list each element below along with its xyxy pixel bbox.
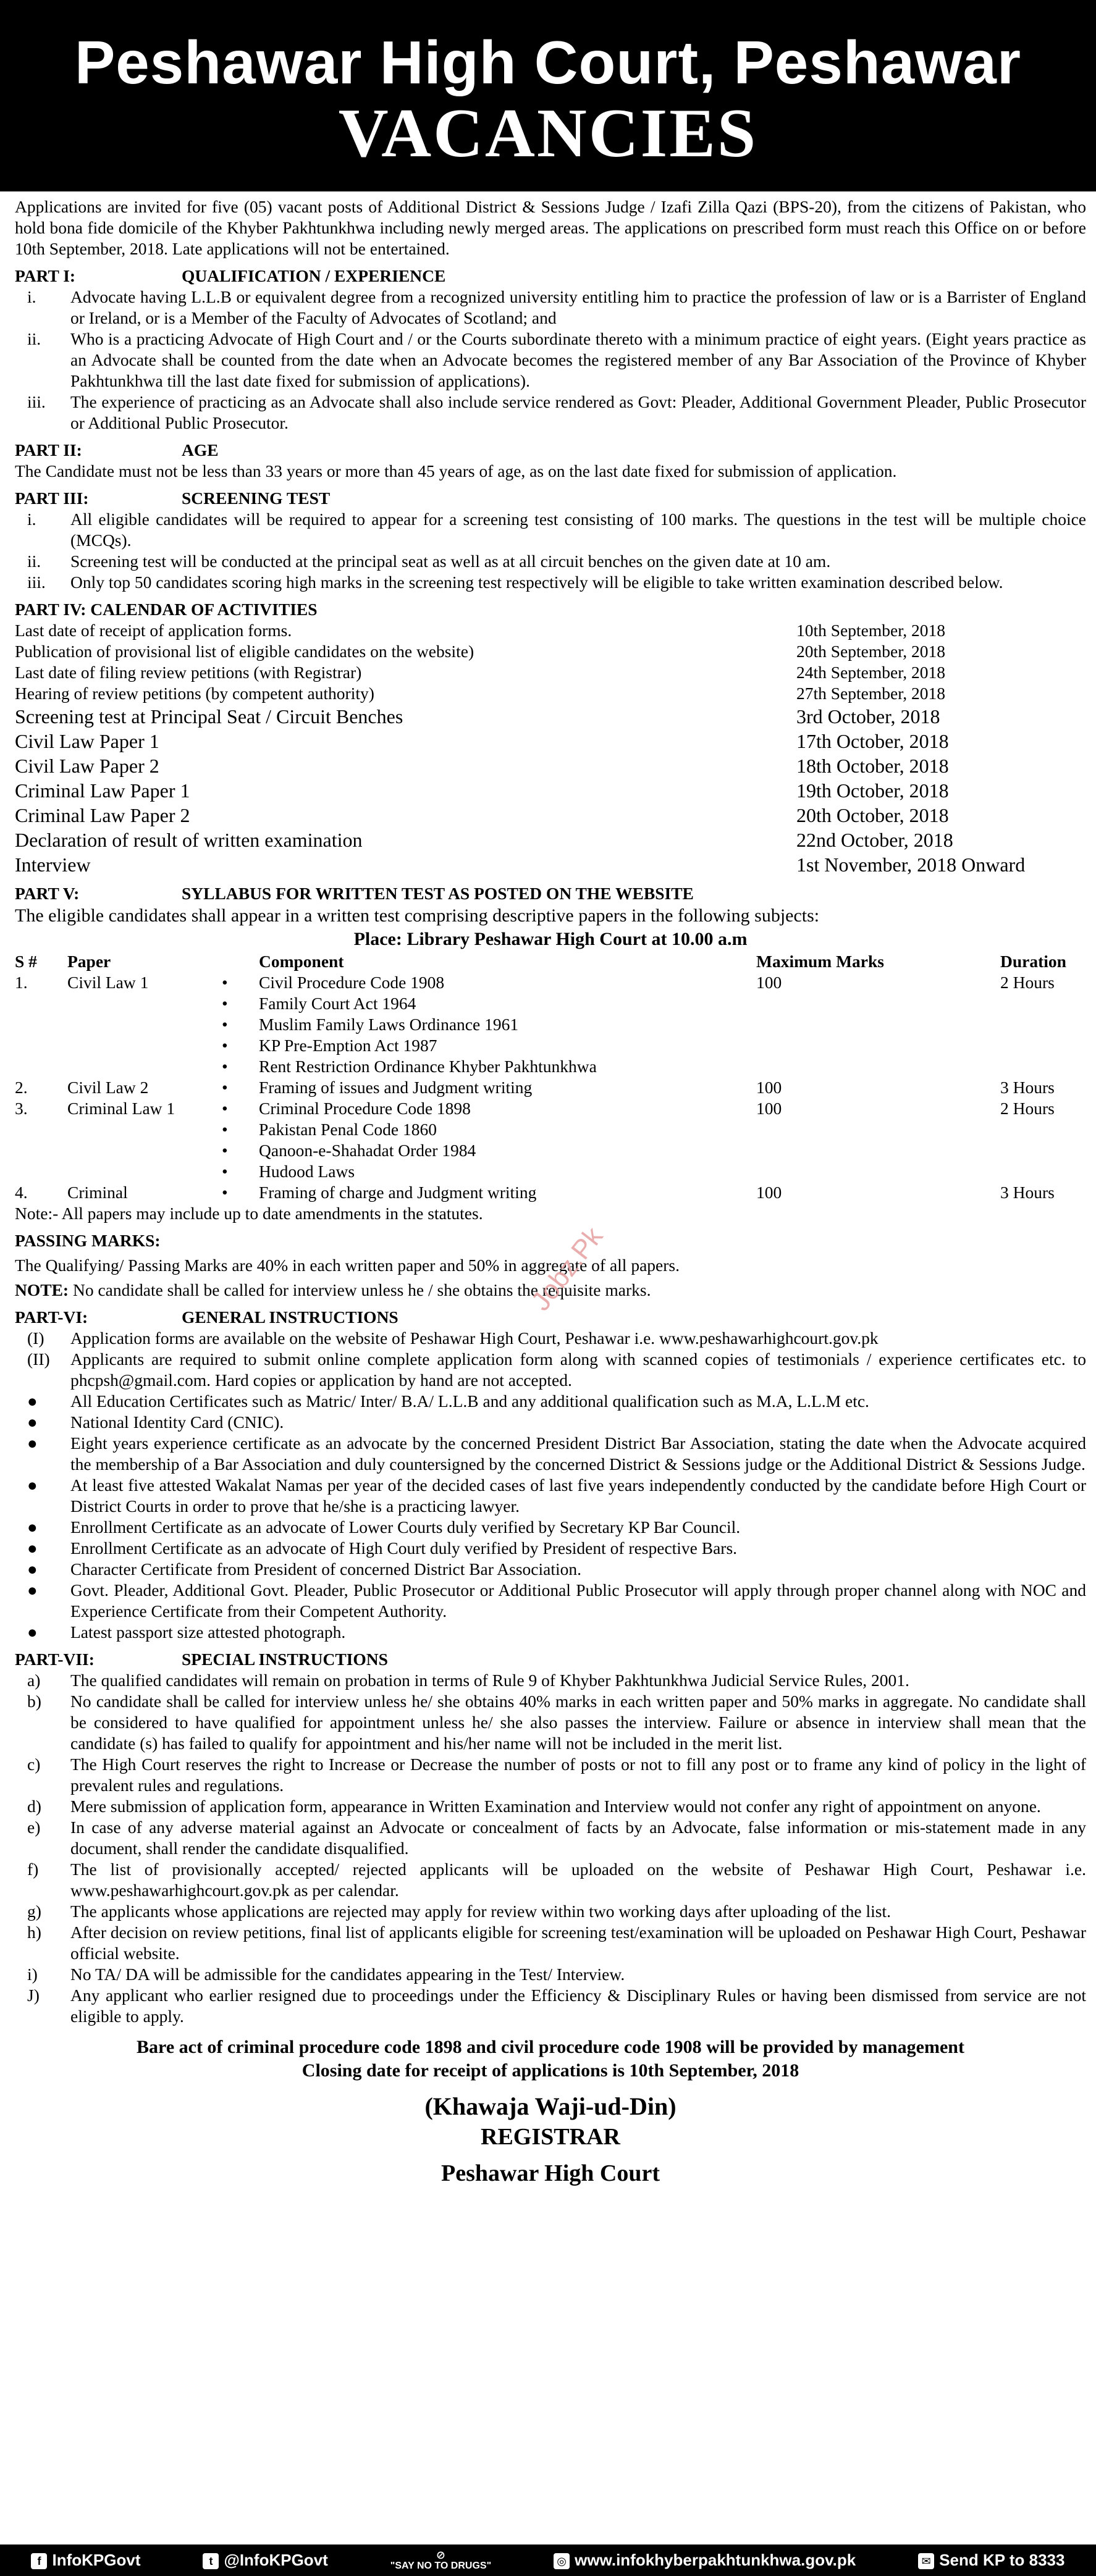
cell-duration bbox=[1000, 1161, 1086, 1182]
cell-paper bbox=[67, 1140, 222, 1161]
bullet-icon: ● bbox=[27, 1433, 38, 1453]
facebook-handle: InfoKPGovt bbox=[52, 2551, 141, 2569]
part3-title: SCREENING TEST bbox=[182, 489, 331, 508]
cell-marks bbox=[756, 1035, 1000, 1056]
list-item bbox=[15, 1985, 1086, 2027]
passing-title: PASSING MARKS: bbox=[15, 1231, 161, 1250]
slogan-text: "SAY NO TO DRUGS" bbox=[390, 2560, 492, 2571]
part1-list bbox=[15, 287, 1086, 434]
part2-heading bbox=[15, 440, 1086, 461]
part6-title: GENERAL INSTRUCTIONS bbox=[182, 1307, 398, 1327]
activity-date: 1st November, 2018 Onward bbox=[796, 854, 1026, 876]
item-marker: d) bbox=[27, 1797, 41, 1816]
part1-heading bbox=[15, 266, 1086, 287]
activity-date: 20th October, 2018 bbox=[796, 804, 949, 826]
table-row bbox=[15, 1077, 1086, 1098]
calendar-row bbox=[15, 683, 1086, 704]
watermark: Jobz.Pk bbox=[525, 1221, 609, 1317]
activity-date: 3rd October, 2018 bbox=[796, 705, 940, 728]
item-marker: (I) bbox=[27, 1328, 44, 1348]
list-item bbox=[15, 287, 1086, 329]
bullet-icon: ● bbox=[27, 1475, 38, 1495]
cell-marks bbox=[756, 1161, 1000, 1182]
syllabus-table bbox=[15, 951, 1086, 1203]
item-text: Govt. Pleader, Additional Govt. Pleader, Public Prosecutor or Additional Public Prosecutor will apply through proper channel along with NOC and Experience Certificate from their Competent Authority. bbox=[70, 1580, 1086, 1621]
item-marker: ii. bbox=[27, 329, 41, 348]
footer-facebook[interactable] bbox=[31, 2551, 140, 2570]
cell-duration: 2 Hours bbox=[1000, 1099, 1055, 1118]
list-item bbox=[15, 1559, 1086, 1580]
cell-sno: 1. bbox=[15, 973, 28, 992]
item-marker: ii. bbox=[27, 552, 41, 571]
item-marker: b) bbox=[27, 1692, 41, 1711]
item-text: The applicants whose applications are rejected may apply for review within two working days after uploading of the list. bbox=[70, 1902, 892, 1921]
item-marker: (II) bbox=[27, 1349, 50, 1369]
item-marker: i. bbox=[27, 510, 36, 529]
bullet-icon: • bbox=[222, 1120, 228, 1139]
cell-component: Hudood Laws bbox=[259, 1162, 355, 1181]
globe-icon: ◎ bbox=[554, 2553, 570, 2569]
part6-list bbox=[15, 1328, 1086, 1643]
activity: Criminal Law Paper 1 bbox=[15, 779, 190, 802]
item-marker: h) bbox=[27, 1923, 41, 1942]
cell-component: Framing of issues and Judgment writing bbox=[259, 1078, 533, 1097]
table-row bbox=[15, 1035, 1086, 1056]
table-row bbox=[15, 1056, 1086, 1077]
slogan-icon: ⊘ bbox=[436, 2548, 446, 2561]
bullet-icon: • bbox=[222, 1099, 228, 1118]
item-text: At least five attested Wakalat Namas per year of the decided cases of last five years independently conducted by the candidate before High Court or District Courts in order to prove that he/she is a practicing lawyer. bbox=[70, 1475, 1086, 1516]
calendar-row bbox=[15, 620, 1086, 641]
cell-component: Qanoon-e-Shahadat Order 1984 bbox=[259, 1141, 476, 1160]
table-row bbox=[15, 1161, 1086, 1182]
cell-paper bbox=[67, 1035, 222, 1056]
list-item bbox=[15, 1412, 1086, 1433]
bullet-icon: ● bbox=[27, 1412, 38, 1432]
activity: Screening test at Principal Seat / Circuit Benches bbox=[15, 705, 403, 728]
part7-title: SPECIAL INSTRUCTIONS bbox=[182, 1650, 388, 1669]
part5-intro: The eligible candidates shall appear in a written test comprising descriptive papers in the following subjects: bbox=[15, 905, 820, 926]
bullet-icon: • bbox=[222, 1015, 228, 1034]
cell-sno bbox=[15, 1161, 67, 1182]
bullet-icon: • bbox=[222, 1183, 228, 1202]
part2-text: The Candidate must not be less than 33 years or more than 45 years of age, as on the last date fixed for submission of application. bbox=[15, 461, 897, 480]
footer-website[interactable] bbox=[554, 2551, 856, 2570]
note-text: No candidate shall be called for interview unless he / she obtains the requisite marks. bbox=[72, 1280, 651, 1299]
list-item bbox=[15, 1691, 1086, 1754]
cell-duration bbox=[1000, 993, 1086, 1014]
closing-line-1: Bare act of criminal procedure code 1898 and civil procedure code 1908 will be provided by management bbox=[137, 2037, 964, 2057]
cell-marks bbox=[756, 993, 1000, 1014]
list-item bbox=[15, 1922, 1086, 1964]
activity: Hearing of review petitions (by competent authority) bbox=[15, 684, 374, 703]
item-text: The qualified candidates will remain on probation in terms of Rule 9 of Khyber Pakhtunkhwa Judicial Service Rules, 2001. bbox=[70, 1671, 909, 1690]
cell-marks: 100 bbox=[756, 1078, 782, 1097]
activity: Civil Law Paper 1 bbox=[15, 730, 159, 752]
cell-duration bbox=[1000, 1119, 1086, 1140]
item-text: Who is a practicing Advocate of High Court and / or the Courts subordinate thereto with a minimum practice of eight years. (Eight years practice as an Advocate shall be counted from the date when an Advocate becomes the registered member of any Bar Association of the Province of Khyber Pakhtunkhwa till the last date fixed for submission of applications). bbox=[70, 329, 1086, 390]
list-item bbox=[15, 1817, 1086, 1859]
item-text: Only top 50 candidates scoring high marks in the screening test respectively will be eligible to take written examination described below. bbox=[70, 573, 1003, 592]
activity-date: 27th September, 2018 bbox=[796, 684, 946, 703]
col-sno: S # bbox=[15, 952, 37, 971]
activity: Civil Law Paper 2 bbox=[15, 755, 159, 777]
cell-duration bbox=[1000, 1035, 1086, 1056]
part7-label: PART-VII: bbox=[15, 1650, 95, 1669]
message-icon: ✉ bbox=[918, 2553, 934, 2569]
calendar-row bbox=[15, 662, 1086, 683]
activity-date: 22nd October, 2018 bbox=[796, 829, 953, 851]
list-item bbox=[15, 392, 1086, 434]
list-item bbox=[15, 1475, 1086, 1517]
cell-marks: 100 bbox=[756, 1099, 782, 1118]
cell-duration: 2 Hours bbox=[1000, 973, 1055, 992]
part1-label: PART I: bbox=[15, 266, 76, 285]
item-marker: g) bbox=[27, 1902, 41, 1921]
cell-marks: 100 bbox=[756, 1183, 782, 1202]
list-item bbox=[15, 1349, 1086, 1391]
item-text: All eligible candidates will be required to appear for a screening test consisting of 100 marks. The questions in the test will be multiple choice (MCQs). bbox=[70, 510, 1086, 550]
part5-title: SYLLABUS FOR WRITTEN TEST AS POSTED ON THE WEBSITE bbox=[182, 884, 694, 903]
part6-label: PART-VI: bbox=[15, 1307, 88, 1327]
item-text: Mere submission of application form, appearance in Written Examination and Interview would not confer any right of appointment on anyone. bbox=[70, 1797, 1041, 1816]
cell-sno bbox=[15, 1014, 67, 1035]
cell-paper bbox=[67, 1056, 222, 1077]
facebook-icon: f bbox=[31, 2553, 47, 2569]
table-row bbox=[15, 1182, 1086, 1203]
activity: Last date of receipt of application forms. bbox=[15, 621, 292, 640]
list-item bbox=[15, 1517, 1086, 1538]
part2-label: PART II: bbox=[15, 440, 82, 459]
activity-date: 10th September, 2018 bbox=[796, 621, 946, 640]
part4-heading bbox=[15, 599, 1086, 620]
cell-marks bbox=[756, 1119, 1000, 1140]
cell-duration bbox=[1000, 1056, 1086, 1077]
col-paper: Paper bbox=[67, 952, 111, 971]
item-text: The list of provisionally accepted/ rejected applicants will be uploaded on the website of Peshawar High Court, Peshawar i.e. www.peshawarhighcourt.gov.pk as per calendar. bbox=[70, 1860, 1086, 1900]
list-item bbox=[15, 1391, 1086, 1412]
part5-heading bbox=[15, 883, 1086, 904]
footer-sms bbox=[918, 2551, 1064, 2570]
item-text: No TA/ DA will be admissible for the candidates appearing in the Test/ Interview. bbox=[70, 1965, 625, 1984]
page-title: Peshawar High Court, Peshawar bbox=[74, 28, 1022, 96]
part3-list bbox=[15, 509, 1086, 593]
closing-line-2: Closing date for receipt of applications is 10th September, 2018 bbox=[301, 2060, 799, 2081]
item-text: No candidate shall be called for interview unless he/ she obtains 40% marks in each written paper and 50% marks in aggregate. No candidate shall be considered to have qualified for appointment unless he/ she also passes the interview. Failure or absence in interview shall mean that the candidate (s) has failed to qualify for appointment and his/her name will not be included in the merit list. bbox=[70, 1692, 1086, 1753]
calendar-row bbox=[15, 803, 1086, 828]
col-duration: Duration bbox=[1000, 952, 1066, 971]
passing-text: The Qualifying/ Passing Marks are 40% in each written paper and 50% in aggregate of all papers. bbox=[15, 1256, 680, 1275]
twitter-handle: @InfoKPGovt bbox=[224, 2551, 328, 2569]
cell-component: Civil Procedure Code 1908 bbox=[259, 973, 445, 992]
activity-date: 19th October, 2018 bbox=[796, 779, 949, 802]
bullet-icon: ● bbox=[27, 1559, 38, 1579]
signatory-designation: REGISTRAR bbox=[481, 2124, 620, 2150]
part7-list bbox=[15, 1670, 1086, 2027]
cell-component: Pakistan Penal Code 1860 bbox=[259, 1120, 437, 1139]
cell-paper: Criminal Law 1 bbox=[67, 1099, 175, 1118]
cell-marks bbox=[756, 1014, 1000, 1035]
item-text: Enrollment Certificate as an advocate of Lower Courts duly verified by Secretary KP Bar Council. bbox=[70, 1517, 741, 1537]
signature-block bbox=[15, 2091, 1086, 2189]
list-item bbox=[15, 1622, 1086, 1643]
cell-component: Muslim Family Laws Ordinance 1961 bbox=[259, 1015, 519, 1034]
footer-bar bbox=[0, 2545, 1096, 2576]
cell-sno: 3. bbox=[15, 1099, 28, 1118]
cell-duration: 3 Hours bbox=[1000, 1183, 1055, 1202]
cell-duration bbox=[1000, 1014, 1086, 1035]
table-row bbox=[15, 1119, 1086, 1140]
cell-duration: 3 Hours bbox=[1000, 1078, 1055, 1097]
list-item bbox=[15, 1580, 1086, 1622]
activity: Interview bbox=[15, 854, 91, 876]
bullet-icon: • bbox=[222, 1036, 228, 1055]
list-item bbox=[15, 1964, 1086, 1985]
col-marks: Maximum Marks bbox=[756, 952, 884, 971]
calendar-row bbox=[15, 828, 1086, 852]
bullet-icon: • bbox=[222, 1162, 228, 1181]
note-label: NOTE: bbox=[15, 1280, 69, 1299]
table-row bbox=[15, 1140, 1086, 1161]
cell-sno bbox=[15, 993, 67, 1014]
cell-paper: Civil Law 2 bbox=[67, 1078, 149, 1097]
table-header-row bbox=[15, 951, 1086, 972]
item-marker: f) bbox=[27, 1860, 39, 1879]
item-text: The experience of practicing as an Advocate shall also include service rendered as Govt: Pleader, Additional Government Pleader, Public Prosecutor or Additional Public Prosecutor. bbox=[70, 392, 1086, 432]
item-marker: iii. bbox=[27, 392, 46, 411]
bullet-icon: • bbox=[222, 973, 228, 992]
item-text: In case of any adverse material against an Advocate or concealment of facts by an Advocate, false information or mis-statement made in any document, shall render the candidate disqualified. bbox=[70, 1818, 1086, 1858]
page-subtitle: VACANCIES bbox=[338, 95, 758, 172]
bullet-icon: ● bbox=[27, 1580, 38, 1600]
activity: Publication of provisional list of eligible candidates on the website) bbox=[15, 642, 474, 661]
list-item bbox=[15, 1754, 1086, 1796]
item-marker: i) bbox=[27, 1965, 38, 1984]
part3-label: PART III: bbox=[15, 489, 89, 508]
footer-twitter[interactable] bbox=[203, 2551, 327, 2570]
item-marker: i. bbox=[27, 287, 36, 306]
signatory-office: Peshawar High Court bbox=[441, 2160, 660, 2186]
item-text: Screening test will be conducted at the principal seat as well as at all circuit benches on the given date at 10 am. bbox=[70, 552, 831, 571]
part7-heading bbox=[15, 1649, 1086, 1670]
cell-paper bbox=[67, 1119, 222, 1140]
bullet-icon: • bbox=[222, 1057, 228, 1076]
passing-heading bbox=[15, 1230, 1086, 1251]
item-text: The High Court reserves the right to Increase or Decrease the number of posts or not to fill any post or to frame any kind of policy in the light of prevalent rules and regulations. bbox=[70, 1755, 1086, 1795]
cell-component: Family Court Act 1964 bbox=[259, 994, 416, 1013]
list-item bbox=[15, 1538, 1086, 1559]
activity: Criminal Law Paper 2 bbox=[15, 804, 190, 826]
website-url: www.infokhyberpakhtunkhwa.gov.pk bbox=[575, 2551, 856, 2569]
cell-duration bbox=[1000, 1140, 1086, 1161]
cell-sno bbox=[15, 1035, 67, 1056]
twitter-icon: t bbox=[203, 2553, 219, 2569]
advertisement-body bbox=[15, 196, 1086, 2189]
list-item bbox=[15, 1433, 1086, 1475]
sms-text: Send KP to 8333 bbox=[939, 2551, 1065, 2569]
table-row bbox=[15, 1014, 1086, 1035]
cell-paper bbox=[67, 993, 222, 1014]
list-item bbox=[15, 551, 1086, 572]
part2-title: AGE bbox=[182, 440, 219, 459]
cell-component: Rent Restriction Ordinance Khyber Pakhtunkhwa bbox=[259, 1057, 597, 1076]
activity: Declaration of result of written examination bbox=[15, 829, 363, 851]
list-item bbox=[15, 509, 1086, 551]
part4-title: PART IV: CALENDAR OF ACTIVITIES bbox=[15, 600, 318, 619]
bullet-icon: • bbox=[222, 994, 228, 1013]
item-text: National Identity Card (CNIC). bbox=[70, 1412, 284, 1432]
item-text: Applicants are required to submit online complete application form along with scanned copies of testimonials / experience certificates etc. to phcpsh@gmail.com. Hard copies or application by hand are not accepted. bbox=[70, 1349, 1086, 1390]
cell-paper: Criminal bbox=[67, 1183, 128, 1202]
item-text: Eight years experience certificate as an advocate by the concerned President District Bar Association, stating the date when the Advocate acquired the membership of a Bar Association and duly countersigned by the concerned District & Sessions judge or the Additional District & Sessions Judge. bbox=[70, 1433, 1086, 1474]
cell-component: Framing of charge and Judgment writing bbox=[259, 1183, 537, 1202]
table-row bbox=[15, 1098, 1086, 1119]
part3-heading bbox=[15, 488, 1086, 509]
list-item bbox=[15, 1901, 1086, 1922]
item-text: Application forms are available on the website of Peshawar High Court, Peshawar i.e. www.peshawarhighcourt.gov.pk bbox=[70, 1328, 879, 1348]
bullet-icon: ● bbox=[27, 1622, 38, 1642]
item-marker: e) bbox=[27, 1818, 41, 1837]
item-marker: iii. bbox=[27, 573, 46, 592]
item-text: Enrollment Certificate as an advocate of High Court duly verified by President of respective Bars. bbox=[70, 1538, 738, 1558]
item-text: Advocate having L.L.B or equivalent degree from a recognized university entitling him to practice the profession of law or is a Barrister of England or Ireland, or is a Member of the Faculty of Advocates of Scotland; and bbox=[70, 287, 1086, 327]
bullet-icon: • bbox=[222, 1078, 228, 1097]
list-item bbox=[15, 1796, 1086, 1817]
cell-paper bbox=[67, 1014, 222, 1035]
cell-paper bbox=[67, 1161, 222, 1182]
item-text: Character Certificate from President of concerned District Bar Association. bbox=[70, 1559, 582, 1579]
activity-date: 20th September, 2018 bbox=[796, 642, 946, 661]
col-component: Component bbox=[259, 952, 344, 971]
header-banner bbox=[0, 0, 1096, 191]
item-marker: a) bbox=[27, 1671, 41, 1690]
item-marker: J) bbox=[27, 1986, 40, 2005]
activity-date: 18th October, 2018 bbox=[796, 755, 949, 777]
part1-title: QUALIFICATION / EXPERIENCE bbox=[182, 266, 446, 285]
cell-paper: Civil Law 1 bbox=[67, 973, 149, 992]
cell-sno bbox=[15, 1140, 67, 1161]
cell-component: KP Pre-Emption Act 1987 bbox=[259, 1036, 437, 1055]
list-item bbox=[15, 1670, 1086, 1691]
item-text: All Education Certificates such as Matric/ Inter/ B.A/ L.L.B and any additional qualification such as M.A, L.L.M etc. bbox=[70, 1391, 869, 1411]
calendar-row bbox=[15, 778, 1086, 803]
bullet-icon: • bbox=[222, 1141, 228, 1160]
activity-date: 24th September, 2018 bbox=[796, 663, 946, 682]
exam-place: Place: Library Peshawar High Court at 10.00 a.m bbox=[353, 929, 748, 949]
cell-sno bbox=[15, 1119, 67, 1140]
activity: Last date of filing review petitions (with Registrar) bbox=[15, 663, 362, 682]
item-text: Any applicant who earlier resigned due to proceedings under the Efficiency & Disciplinary Rules or having been dismissed from service are not eligible to apply. bbox=[70, 1986, 1086, 2026]
part5-label: PART V: bbox=[15, 884, 80, 903]
list-item bbox=[15, 1859, 1086, 1901]
calendar-row bbox=[15, 753, 1086, 778]
calendar-row bbox=[15, 704, 1086, 729]
cell-marks: 100 bbox=[756, 973, 782, 992]
table-row bbox=[15, 972, 1086, 993]
bullet-icon: ● bbox=[27, 1538, 38, 1558]
syllabus-rows bbox=[15, 972, 1086, 1203]
cell-sno: 2. bbox=[15, 1078, 28, 1097]
cell-sno: 4. bbox=[15, 1183, 28, 1202]
bullet-icon: ● bbox=[27, 1391, 38, 1411]
signatory-name: (Khawaja Waji-ud-Din) bbox=[424, 2092, 677, 2120]
item-text: Latest passport size attested photograph. bbox=[70, 1622, 346, 1642]
list-item bbox=[15, 572, 1086, 593]
bullet-icon: ● bbox=[27, 1517, 38, 1537]
col-bullet-spacer bbox=[222, 951, 259, 972]
activity-date: 17th October, 2018 bbox=[796, 730, 949, 752]
list-item bbox=[15, 329, 1086, 392]
cell-component: Criminal Procedure Code 1898 bbox=[259, 1099, 471, 1118]
item-text: After decision on review petitions, final list of applicants eligible for screening test/examination will be uploaded on Peshawar High Court, Peshawar official website. bbox=[70, 1923, 1086, 1963]
calendar-row bbox=[15, 729, 1086, 753]
syllabus-note: Note:- All papers may include up to date amendments in the statutes. bbox=[15, 1204, 483, 1223]
cell-marks bbox=[756, 1140, 1000, 1161]
table-row bbox=[15, 993, 1086, 1014]
footer-slogan bbox=[390, 2549, 491, 2572]
calendar-list bbox=[15, 620, 1086, 877]
cell-marks bbox=[756, 1056, 1000, 1077]
calendar-row bbox=[15, 852, 1086, 877]
cell-sno bbox=[15, 1056, 67, 1077]
item-marker: c) bbox=[27, 1755, 41, 1774]
calendar-row bbox=[15, 641, 1086, 662]
list-item bbox=[15, 1328, 1086, 1349]
intro-paragraph: Applications are invited for five (05) vacant posts of Additional District & Sessions Judge / Izafi Zilla Qazi (BPS-20), from the citizens of Pakistan, who hold bona fide domicile of the Khyber Pakhtunkhwa including newly merged areas. The applications on prescribed form must reach this Office on or before 10th September, 2018. Late applications will not be entertained. bbox=[15, 197, 1086, 258]
